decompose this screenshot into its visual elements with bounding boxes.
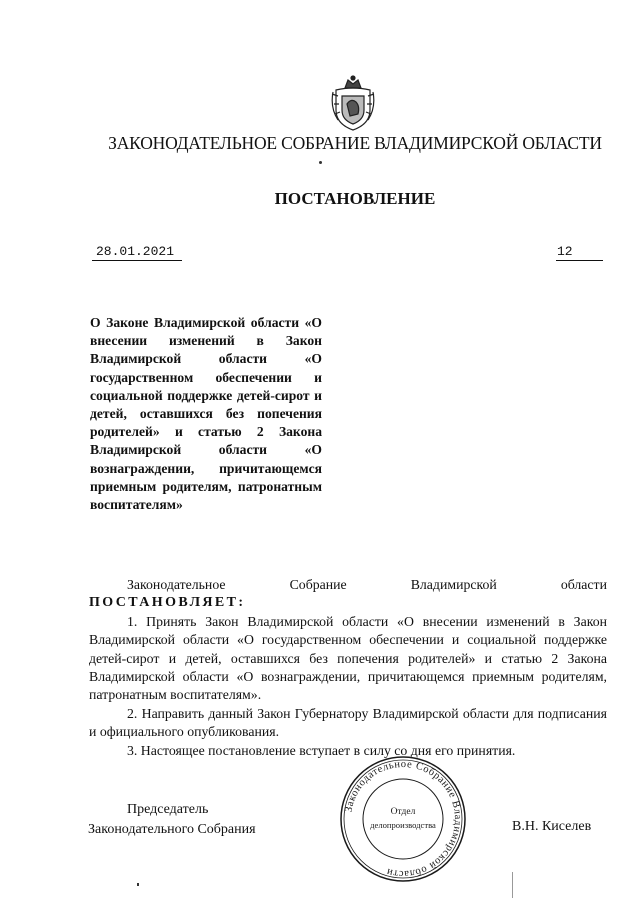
- signatory-name: В.Н. Киселев: [512, 819, 592, 834]
- body-item-2: 2. Направить данный Закон Губернатору Владимирской области для подписания и официального опубликования.: [89, 705, 607, 740]
- scan-line: [512, 872, 513, 898]
- signatory-title-line1: Председатель: [127, 802, 209, 817]
- stamp-outer-text: Законодательное Собрание Владимирской области: [343, 758, 464, 880]
- scan-speck: [137, 883, 139, 886]
- preamble-word: Законодательное: [127, 577, 226, 592]
- stamp-inner-line2: делопроизводства: [370, 820, 436, 830]
- preamble-word: Собрание: [289, 577, 347, 592]
- stamp-inner-line1: Отдел: [390, 807, 416, 817]
- document-date: 28.01.2021: [92, 244, 182, 261]
- preamble: [89, 576, 607, 594]
- coat-of-arms-icon: [330, 74, 376, 132]
- resolves-heading: ПОСТАНОВЛЯЕТ:: [89, 595, 246, 611]
- preamble-word: области: [560, 577, 607, 592]
- office-stamp: [338, 754, 468, 884]
- scan-speck: [319, 161, 322, 164]
- body-item-1: 1. Принять Закон Владимирской области «О внесении изменений в Закон Владимирской области «О государственном обеспечении и социальной поддержке детей-сирот и детей, оставшихся без попечения родителей» и статью 2 Закона Владимирской области «О вознаграждении, причитающемся приемным родителям, патронатным воспитателям».: [89, 613, 607, 703]
- preamble-word: Владимирской: [410, 577, 497, 592]
- body-item-3: 3. Настоящее постановление вступает в силу со дня его принятия.: [127, 742, 516, 758]
- document-body: [89, 576, 607, 760]
- document-type: ПОСТАНОВЛЕНИЕ: [274, 189, 436, 208]
- signatory-title: [88, 800, 256, 840]
- signatory-title-line2: Законодательного Собрания: [88, 822, 256, 837]
- organization-title: ЗАКОНОДАТЕЛЬНОЕ СОБРАНИЕ ВЛАДИМИРСКОЙ ОБЛАСТИ: [108, 133, 602, 153]
- document-subject: О Законе Владимирской области «О внесении изменений в Закон Владимирской области «О государственном обеспечении и социальной поддержке детей-сирот и детей, оставшихся без попечения родителей» и статью 2 Закона Владимирской области «О вознаграждении, причитающемся приемным родителям, патронатным воспитателям»: [90, 315, 322, 513]
- document-number: 12: [556, 244, 603, 261]
